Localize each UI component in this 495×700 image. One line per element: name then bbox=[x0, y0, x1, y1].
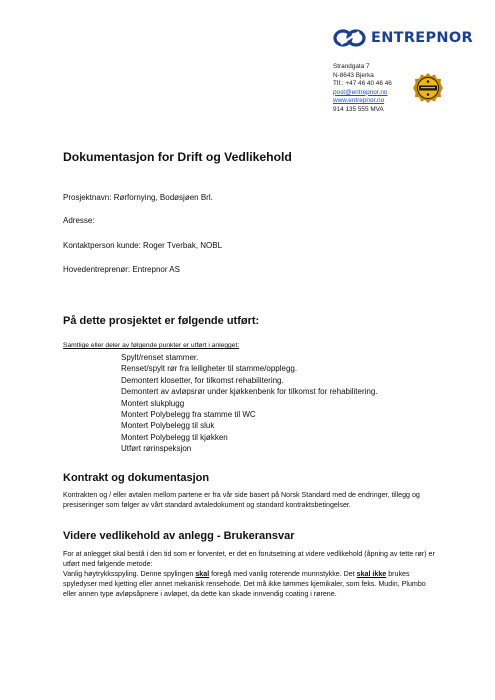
maintenance-text-intro: For at anlegget skal bestå i den tid som er forventet, er det en forutsetning at videre vedlikehold (åpning av tette rør) er utført med følgende metode: bbox=[63, 550, 435, 568]
website-link[interactable]: www.entrepnor.no bbox=[333, 97, 385, 105]
list-item: Demontert av avløpsrør under kjøkkenbenk for tilkomst for rehabilitering. bbox=[121, 387, 378, 397]
emphasis-text: skal ikke bbox=[356, 570, 387, 578]
list-item: Montert slukplugg bbox=[121, 398, 185, 408]
company-logo bbox=[333, 28, 473, 48]
company-name: ENTREPNOR bbox=[371, 30, 473, 46]
document-title: Dokumentasjon for Drift og Vedlikehold bbox=[63, 150, 292, 164]
main-contractor: Hovedentreprenør: Entrepnor AS bbox=[63, 265, 180, 274]
work-list bbox=[121, 352, 378, 455]
method-text: Vanlig høytrykksspyling. Denne spylingen bbox=[63, 570, 196, 578]
company-address-block bbox=[333, 63, 392, 115]
work-section-heading: På dette prosjektet er følgende utført: bbox=[63, 315, 260, 327]
method-text: foregå med vanlig roterende munnstykke. Det bbox=[209, 570, 357, 578]
method-text: brukes spyledyser med kjetting eller annet mekanisk rensehode. Det må ikke tømmes kjemikaler, som feks. Mudin, Plumbo eller annen type avløpsåpnere i avløpet, da dette kan skade innvendig coating i rørene. bbox=[63, 570, 426, 598]
entrepnor-logo-icon bbox=[333, 28, 367, 48]
contract-section-heading: Kontrakt og dokumentasjon bbox=[63, 472, 210, 484]
list-item: Montert Polybelegg fra stamme til WC bbox=[121, 410, 256, 420]
customer-contact: Kontaktperson kunde: Roger Tverbak, NOBL bbox=[63, 241, 223, 250]
address-line: Strandgata 7 bbox=[333, 63, 370, 70]
list-item: Renset/spylt rør fra leiligheter til stamme/opplegg. bbox=[121, 364, 298, 374]
list-item: Utført rørinspeksjon bbox=[121, 444, 192, 454]
list-item: Spylt/renset stammer. bbox=[121, 353, 199, 362]
certification-badge-icon bbox=[413, 73, 443, 103]
project-address: Adresse: bbox=[63, 216, 95, 225]
emphasis-text: skal bbox=[195, 570, 210, 578]
org-number: 914 135 555 MVA bbox=[333, 105, 384, 113]
address-line: Tlf.: +47 46 40 46 46 bbox=[333, 80, 392, 88]
work-section-intro: Samtlige eller deler av følgende punkter er utført i anlegget: bbox=[63, 342, 240, 349]
contract-section-text: Kontrakten og / eller avtalen mellom partene er fra vår side basert på Norsk Standard med de endringer, tillegg og presiseringer som følger av vårt standard avtaledokument og standard kontraktsbetingelser. bbox=[63, 491, 420, 509]
project-name: Prosjektnavn: Rørfornying, Bodøsjøen Brl. bbox=[63, 193, 213, 202]
email-link[interactable]: post@entrepnor.no bbox=[333, 88, 388, 96]
list-item: Demontert klosetter, for tilkomst rehabilitering. bbox=[121, 375, 284, 385]
maintenance-section-heading: Videre vedlikehold av anlegg - Brukeransvar bbox=[63, 530, 295, 542]
list-item: Montert Polybelegg til kjøkken bbox=[121, 432, 228, 442]
maintenance-text-method bbox=[63, 569, 435, 599]
address-line: N-8643 Bjerka bbox=[333, 71, 374, 79]
list-item: Montert Polybelegg til sluk bbox=[121, 421, 215, 431]
